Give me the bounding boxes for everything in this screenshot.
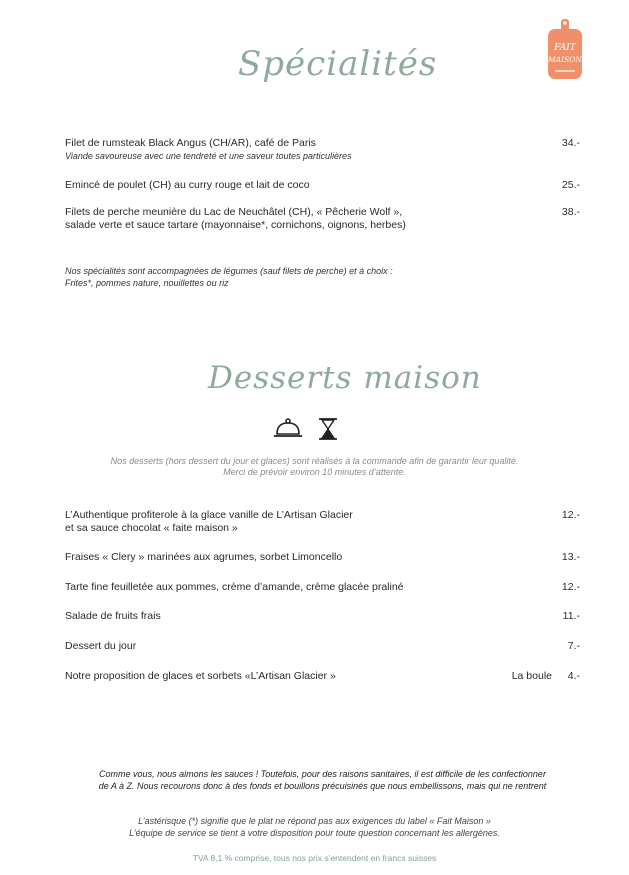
item-name: L’Authentique profiterole à la glace vanille de L’Artisan Glacier [65, 509, 353, 521]
menu-item-rumsteak [65, 137, 580, 163]
item-name: Filet de rumsteak Black Angus (CH/AR), café de Paris [65, 137, 316, 149]
menu-item-salade [65, 610, 580, 623]
cutting-board-icon [546, 17, 584, 81]
intro-line1: Nos desserts (hors dessert du jour et glaces) sont réalisés à la commande afin de garantir leur qualité. [110, 456, 519, 466]
menu-item-perche [65, 206, 580, 232]
cloche-icon [273, 417, 303, 441]
asterisk-line2: L’équipe de service se tient à votre disposition pour toute question concernant les allergènes. [129, 828, 500, 838]
item-name: Filets de perche meunière du Lac de Neuchâtel (CH), « Pêcherie Wolf », [65, 206, 403, 218]
item-name: Tarte fine feuilletée aux pommes, crème d’amande, crème glacée praliné [65, 581, 404, 593]
tva-note: TVA 8,1 % comprise, tous nos prix s’entendent en francs suisses [192, 853, 437, 863]
note-line1: Nos spécialités sont accompagnées de légumes (sauf filets de perche) et à choix : [65, 266, 393, 276]
item-name: Notre proposition de glaces et sorbets «L’Artisan Glacier » [65, 670, 336, 682]
item-name-line2: et sa sauce chocolat « faite maison » [65, 522, 238, 534]
item-price: 25.- [561, 179, 580, 191]
sauce-line2: de A à Z. Nous recourons donc à des fonds et bouillons précuisinés que nous embellissons, mais qui ne rentrent [98, 781, 547, 791]
badge-line1: FAIT [554, 43, 576, 53]
asterisk-line1: L’astérisque (*) signifie que le plat ne répond pas aux exigences du label « Fait Maison » [138, 816, 491, 826]
menu-item-glaces [65, 670, 580, 683]
item-price: 12.- [561, 509, 580, 521]
desserts-icons [273, 417, 343, 441]
item-name-line2: salade verte et sauce tartare (mayonnaise*, cornichons, oignons, herbes) [65, 219, 406, 231]
badge-line2: MAISON [548, 55, 582, 64]
menu-item-dessert-du-jour [65, 640, 580, 653]
intro-line2: Merci de prévoir environ 10 minutes d’attente. [223, 467, 406, 477]
item-price: 38.- [561, 206, 580, 218]
desserts-title: Desserts maison [208, 360, 482, 396]
specialites-note [65, 265, 393, 289]
item-description: Viande savoureuse avec une tendreté et une saveur toutes particulières [65, 151, 352, 161]
item-name: Emincé de poulet (CH) au curry rouge et lait de coco [65, 179, 310, 191]
item-price: 4.- [567, 670, 580, 682]
menu-item-tarte [65, 581, 580, 594]
item-name: Salade de fruits frais [65, 610, 161, 622]
hourglass-icon [317, 417, 339, 441]
item-unit: La boule [511, 670, 552, 682]
item-name: Dessert du jour [65, 640, 137, 652]
specialites-title: Spécialités [238, 44, 438, 84]
menu-item-profiterole [65, 509, 580, 535]
sauce-line1: Comme vous, nous aimons les sauces ! Toutefois, pour des raisons sanitaires, il est difficile de les confectionner [99, 769, 546, 779]
item-price: 12.- [561, 581, 580, 593]
sauce-note [0, 768, 629, 792]
asterisk-note [0, 815, 629, 839]
note-line2: Frites*, pommes nature, nouillettes ou riz [65, 278, 229, 288]
desserts-intro [0, 456, 629, 478]
item-price: 11.- [562, 610, 580, 622]
item-price: 34.- [561, 137, 580, 149]
fait-maison-badge [546, 17, 584, 81]
item-name: Fraises « Clery » marinées aux agrumes, sorbet Limoncello [65, 551, 343, 563]
item-price: 7.- [567, 640, 580, 652]
menu-item-fraises [65, 551, 580, 564]
item-price: 13.- [561, 551, 580, 563]
menu-item-poulet [65, 179, 580, 192]
